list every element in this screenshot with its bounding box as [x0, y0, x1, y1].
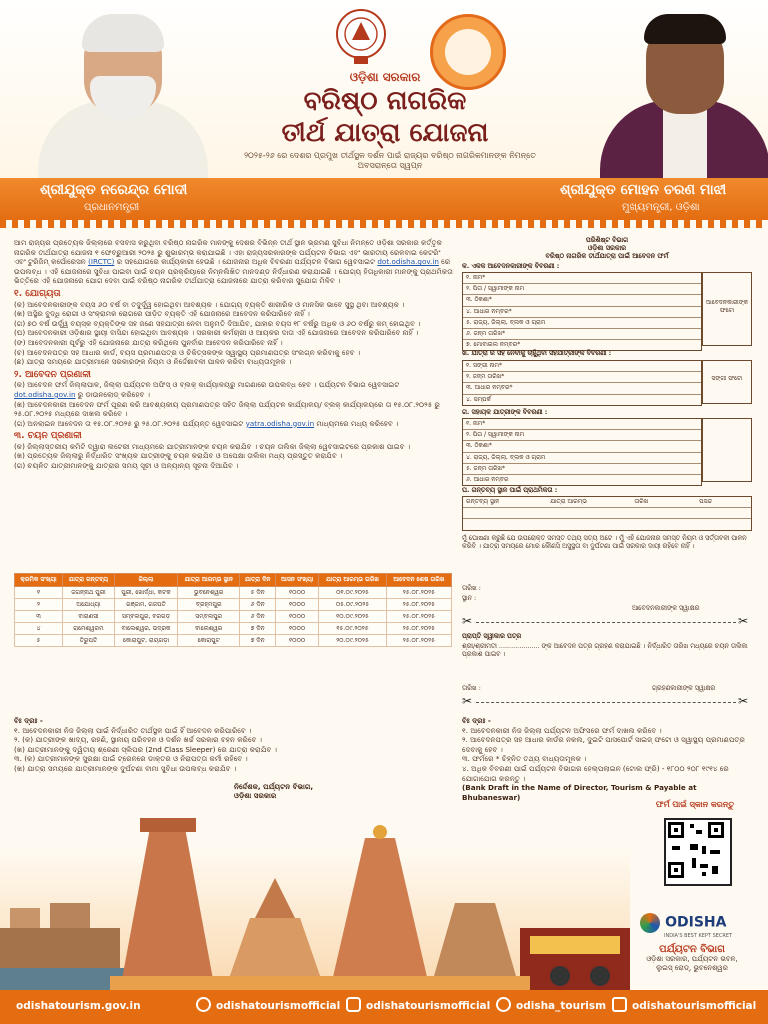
applicant-field[interactable] — [463, 295, 701, 306]
intro-para-c: ରେ ଉପଲବ୍ଧ । ଏହି ଯୋଜନାରେ ସୁବିଧା ପାଇବା ପାଇଁ ଚୟନ ପ୍ରକ୍ରିୟାରେ ନିମ୍ନଲିଖିତ ମାନଦଣ୍ଡ ନିର୍ଦ୍ଧାରଣ କରାଯାଇଛି । ଯୋଗ୍ୟ ହିତାଧିକାରୀ ମାନଙ୍କୁ ପ୍ରାଥମିକତା ଭିତ୍ତିରେ ଏହି ଯୋଜନାରେ ଯୋଗ ଦେବା ପାଇଁ ବରିଷ୍ଠ ନାଗରିକ ତୀର୍ଥଯାତ୍ରା ଯୋଜନାରେ ଯାତ୍ରା କରିବାର ସୁଯୋଗ ମିଳିବ । — [14, 257, 453, 286]
eligibility-item: (ଘ) ଆବେଦନକାରୀ ଓଡ଼ିଶାର ସ୍ଥାୟୀ ବାସିନ୍ଦା ହୋଇଥିବା ଆବଶ୍ୟକ । ସରକାରୀ କର୍ମଚାରୀ ଓ ଆୟକର ଦାତା ଏହି ଯୋଜନାରେ ଆବେଦନ କରିପାରିବେ ନାହିଁ । — [14, 328, 419, 338]
notes-block — [14, 716, 454, 801]
companion2-box — [462, 418, 702, 486]
applicant-field[interactable] — [463, 329, 701, 340]
form-note-item: ୨. ଆବେଦନପତ୍ର ସହ ଆଧାର କାର୍ଡର ନକଲ, ଦୁଇଟି ପାସପୋର୍ଟ ସାଇଜ୍ ଫଟୋ ଓ ସ୍ୱାସ୍ଥ୍ୟ ପ୍ରମାଣପତ୍ର ଦେବାକୁ ହେବ । — [462, 735, 745, 754]
youtube-link[interactable]: odishatourismofficial — [632, 1000, 757, 1012]
companion2-field[interactable] — [463, 475, 701, 485]
field-label: ୨. ପିତା / ସ୍ୱାମୀଙ୍କ ନାମ — [466, 285, 525, 293]
applicant-photo-box — [702, 272, 752, 346]
selection-item: (କ) ଜିଲ୍ଲାସ୍ତରୀୟ କମିଟି ଦ୍ୱାରା ଲଟେରୀ ମାଧ୍ୟମରେ ଯାତ୍ରୀମାନଙ୍କ ଚୟନ କରାଯିବ । ଚୟନ ତାଲିକା ଜିଲ୍ଲା ୱେବସାଇଟରେ ପ୍ରକାଶ ପାଇବ । — [14, 441, 411, 451]
table-cell: ୭ ଦିନ — [240, 635, 276, 647]
receipt-text: ଶ୍ରୀ/ଶ୍ରୀମତୀ .................... ଙ୍କ ଆବେଦନ ପତ୍ର ଗ୍ରହଣ କରାଯାଇଛି । ନିର୍ଦ୍ଧାରିତ ତାରିଖ ମଧ୍ୟରେ ଚୟନ ତାଲିକା ପ୍ରକାଶ ପାଇବ । — [462, 642, 748, 659]
companion-photo-box — [702, 360, 752, 404]
table-cell: ସମ୍ବଲପୁର — [178, 611, 240, 623]
scan-qr-label: ଫର୍ମ ପାଇଁ ସ୍କାନ କରନ୍ତୁ — [655, 800, 735, 809]
application-text-b: ମାଧ୍ୟମରେ ମଧ୍ୟ କରିହେବ । — [316, 418, 399, 428]
form-head-3: ବରିଷ୍ଠ ନାଗରିକ ତୀର୍ଥଯାତ୍ରା ପାଇଁ ଆବେଦନ ଫର୍ମ — [545, 252, 669, 260]
intro-para-b: ର ସହଯୋଗରେ କାର୍ଯ୍ୟକାରୀ ହେଉଛି । ଯୋଜନାର ଅଧିକ ବିବରଣୀ ପର୍ଯ୍ୟଟନ ବିଭାଗ ୱେବସାଇଟ — [116, 257, 376, 267]
table-cell: ୧୦୦୦ — [275, 611, 318, 623]
field-label: ୨. ଜନ୍ମ ତାରିଖ* — [466, 373, 505, 381]
application-item: (ଖ) ଆବେଦନକାରୀ ଆବେଦନ ଫର୍ମ ପୂରଣ କରି ଆବଶ୍ୟକୀୟ ପ୍ରମାଣପତ୍ର ସହିତ ଜିଲ୍ଲା ପର୍ଯ୍ୟଟନ କାର୍ଯ୍ୟାଳୟ/ ବ୍ଲକ୍ କାର୍ଯ୍ୟାଳୟରେ ତା ୧୫.୦୮.୨୦୨୫ ରୁ ୨୫.୦୮.୨୦୨୫ ମଧ୍ୟରେ ଦାଖଲ କରିବେ । — [14, 399, 440, 419]
form-notes — [462, 716, 754, 802]
table-cell: ୭ ଦିନ — [240, 623, 276, 635]
companion2-field[interactable] — [463, 419, 701, 430]
section-eligibility-title: ୧. ଯୋଗ୍ୟତା — [14, 288, 61, 299]
table-cell: ୨୫.୦୮.୨୦୨୫ — [386, 635, 451, 647]
odisha-logo-icon — [640, 913, 660, 933]
table-cell: ୪ — [15, 623, 63, 635]
table-cell: ୧୦୦୦ — [275, 599, 318, 611]
twitter-link[interactable]: odisha_tourism — [516, 1000, 607, 1012]
table-cell: ୫ ଦିନ — [240, 587, 276, 599]
table-row — [15, 623, 452, 635]
eligibility-item: (ଙ) ଆବେଦନକାରୀ ପୂର୍ବରୁ ଏହି ଯୋଜନାରେ ଯାତ୍ରା କରିଥିଲେ ପୁନର୍ବାର ଆବେଦନ କରିପାରିବେ ନାହିଁ । — [14, 337, 283, 347]
field-label: ୪. ରାଜ୍ୟ, ଜିଲ୍ଲା, ବ୍ଲକ ଓ ଗ୍ରାମ — [466, 453, 546, 461]
schedule-header: ଆସନ ସଂଖ୍ୟା — [275, 574, 318, 587]
form-head-2: ଓଡ଼ିଶା ସରକାର — [587, 244, 627, 252]
companion-field[interactable] — [463, 361, 701, 372]
declaration-text: ମୁଁ ଘୋଷଣା କରୁଛି ଯେ ଉପରୋକ୍ତ ସମସ୍ତ ତଥ୍ୟ ସତ୍ୟ ଅଟେ । ମୁଁ ଏହି ଯୋଜନାର ସମସ୍ତ ନିୟମ ଓ ସର୍ତ୍ତାବଳୀ ପାଳନ କରିବି । ଯାତ୍ରା ସମୟରେ ମୋର କୌଣସି ଅସୁସ୍ଥତା ବା ଦୁର୍ଘଟଣା ପାଇଁ ସରକାର ଦାୟୀ ରହିବେ ନାହିଁ । — [462, 534, 747, 551]
notes-signature: ନିର୍ଦ୍ଦେଶକ, ପର୍ଯ୍ୟଟନ ବିଭାଗ, ଓଡ଼ିଶା ସରକାର — [234, 781, 314, 801]
photo-label: ଆବେଦନକାରୀଙ୍କ ଫଟୋ — [705, 299, 749, 314]
table-cell: କୋରାପୁଟ — [178, 635, 240, 647]
scissors-icon: ✂ — [738, 694, 749, 708]
table-cell: ୦୧.୦୯.୨୦୨୫ — [319, 587, 386, 599]
eligibility-item: (ଗ) ୭୦ ବର୍ଷ ଉର୍ଦ୍ଧ୍ୱ ବୟସ୍କ ବ୍ୟକ୍ତିଙ୍କ ସହ ଜଣେ ସହଯାତ୍ରୀ ନେବା ଅନୁମତି ଦିଆଯିବ, ଯାହାର ବୟସ ୧୮ ବର୍ଷରୁ ଅଧିକ ଓ ୬୦ ବର୍ଷରୁ କମ୍ ହୋଇଥିବ । — [14, 318, 421, 328]
schedule-table — [14, 573, 452, 647]
companion-field[interactable] — [463, 383, 701, 394]
schedule-header: ଜିଲ୍ଲା — [114, 574, 177, 587]
table-cell: ୨୦.୦୯.୨୦୨୫ — [319, 635, 386, 647]
eligibility-item: (ଖ) ଅସ୍ଥିର ବୁଦ୍ଧି ରୋଗୀ ଓ ସଂକ୍ରାମକ ରୋଗରେ ପୀଡ଼ିତ ବ୍ୟକ୍ତି ଏହି ଯୋଜନାରେ ଆବେଦନ କରିପାରିବେ ନାହିଁ । — [14, 309, 310, 319]
companion2-field[interactable] — [463, 453, 701, 464]
field-label: ୧. ସଙ୍ଗୀ ନାମ* — [466, 362, 502, 369]
odisha-word: ODISHA — [665, 914, 727, 931]
schedule-header: ଆବେଦନ ଶେଷ ତାରିଖ — [386, 574, 451, 587]
facebook-link[interactable]: odishatourismofficial — [216, 1000, 341, 1012]
scissors-icon: ✂ — [738, 614, 749, 628]
field-label: ୧. ନାମ* — [466, 274, 486, 281]
chief-minister-portrait — [590, 0, 768, 178]
applicant-signature: ଆବେଦନକାରୀଙ୍କ ସ୍ୱାକ୍ଷର — [632, 604, 700, 612]
destination-row[interactable] — [463, 519, 751, 529]
schedule-header: ଯାତ୍ରା ଦିନ — [240, 574, 276, 587]
table-cell: ୧ — [15, 587, 63, 599]
table-cell: ସମ୍ବଲପୁର, ବରଗଡ଼ — [114, 611, 177, 623]
decorative-border — [0, 220, 768, 228]
schedule-header: ଯାତ୍ରା ଆରମ୍ଭ ତାରିଖ — [319, 574, 386, 587]
field-label: ୩. ଆଧାର ନମ୍ବର* — [466, 384, 513, 392]
schedule-header: ଯାତ୍ରା ଗନ୍ତବ୍ୟ — [63, 574, 115, 587]
dept-address: ଓଡ଼ିଶା ସରକାର, ପର୍ଯ୍ୟଟନ ଭବନ, ଲୁଇସ୍ ରୋଡ୍, ଭୁବନେଶ୍ୱର — [646, 955, 738, 972]
intro-text — [14, 238, 454, 471]
schedule-header: କ୍ରମିକ ସଂଖ୍ୟା — [15, 574, 63, 587]
note-item: ୩. (କ) ଯାତ୍ରୀମାନଙ୍କ ସୁରକ୍ଷା ପାଇଁ ଟ୍ରେନରେ ଡାକ୍ତର ଓ ନିରାପତ୍ତା କର୍ମୀ ରହିବେ । — [14, 754, 248, 764]
field-label: ୪. ସମ୍ପର୍କ — [466, 395, 491, 403]
table-cell: ଗଞ୍ଜାମ, ଗଜପତି — [114, 599, 177, 611]
section-application-title: ୨. ଆବେଦନ ପ୍ରଣାଳୀ — [14, 369, 91, 380]
application-text: (ଗ) ଅନଲାଇନ ଆବେଦନ ତା ୧୫.୦୮.୨୦୨୫ ରୁ ୨୫.୦୮.୨୦୨୫ ପର୍ଯ୍ୟନ୍ତ ୱେବସାଇଟ — [14, 418, 244, 428]
note-item: ୧. ଆବେଦନକାରୀ ନିଜ ଜିଲ୍ଲା ପାଇଁ ନିର୍ଦ୍ଧାରିତ ତୀର୍ଥସ୍ଥଳ ପାଇଁ ହିଁ ଆବେଦନ କରିପାରିବେ । — [14, 725, 252, 735]
bank-draft-line: (Bank Draft in the Name of Director, Tourism & Payable at Bhubaneswar) — [462, 783, 697, 802]
date-label: ତାରିଖ : — [462, 584, 481, 592]
applicant-field[interactable] — [463, 284, 701, 295]
form-note-item: ୪. ଅଧିକ ବିବରଣୀ ପାଇଁ ପର୍ଯ୍ୟଟନ ବିଭାଗର ହେଲ୍ପଲାଇନ (ଟୋଲ ଫ୍ରି) - ୧୮୦୦ ୨୦୮ ୧୯୧୪ ରେ ଯୋଗାଯୋଗ କରନ୍ତୁ । — [462, 763, 729, 783]
dept-name: ପର୍ଯ୍ୟଟନ ବିଭାଗ — [659, 944, 725, 955]
companion-label: ଖ. ଯାତ୍ରା ର ସହ ନେବାକୁ ଚାହୁଁଥିବା ସହଯାତ୍ରୀଙ୍କ ବିବରଣୀ : — [462, 349, 612, 357]
companion2-field[interactable] — [463, 464, 701, 475]
destination-header-row — [463, 497, 751, 508]
field-label: ୧. ନାମ* — [466, 420, 486, 427]
temples-illustration — [0, 808, 630, 990]
schedule-header-row — [15, 574, 452, 587]
table-cell: ୩ — [15, 611, 63, 623]
odisha-tagline: INDIA'S BEST KEPT SECRET — [664, 932, 733, 939]
section-selection-title: ୩. ଚୟନ ପ୍ରଣାଳୀ — [14, 431, 82, 442]
table-row — [15, 587, 452, 599]
table-cell: ୨୫.୦୮.୨୦୨୫ — [386, 599, 451, 611]
table-cell: ୬ ଦିନ — [240, 611, 276, 623]
form-notes-title: ବିଃ ଦ୍ରଃ - — [462, 716, 491, 725]
photo-label: ସଙ୍ଗୀ ଫଟୋ — [711, 375, 743, 382]
name-band — [0, 178, 768, 220]
companion-field[interactable] — [463, 395, 701, 405]
application-item — [14, 419, 454, 429]
note-item: ୨. (କ) ଯାତ୍ରୀଙ୍କ ଖାଦ୍ୟ, ରହଣି, ସ୍ଥାନୀୟ ପରିବହନ ଓ ଦର୍ଶନ ଖର୍ଚ୍ଚ ସରକାର ବହନ କରିବେ । — [14, 735, 262, 745]
dot-odisha-link-2[interactable]: dot.odisha.gov.in — [14, 389, 76, 399]
notes-title: ବିଃ ଦ୍ରଃ - — [14, 716, 43, 725]
qr-code-icon[interactable] — [664, 818, 732, 886]
table-cell: ଭୁବନେଶ୍ୱର — [178, 587, 240, 599]
govt-label: ଓଡ଼ିଶା ସରକାର — [349, 70, 421, 84]
irctc-link[interactable]: (IRCTC) — [88, 257, 115, 267]
field-label: ୭. ମୋବାଇଲ ନମ୍ବର* — [466, 341, 521, 349]
receiver-signature: ଗ୍ରହଣକାରୀଙ୍କ ସ୍ୱାକ୍ଷର — [652, 684, 716, 692]
cm-designation: ମୁଖ୍ୟମନ୍ତ୍ରୀ, ଓଡ଼ିଶା — [622, 202, 700, 213]
field-label: ୬. ଆଧାର ନମ୍ବର — [466, 475, 509, 483]
companion-box — [462, 360, 702, 406]
table-cell: ପୁରୀ, ଖୋର୍ଦ୍ଧା, କଟକ — [114, 587, 177, 599]
place-label: ସ୍ଥାନ : — [462, 594, 477, 602]
youtube-icon[interactable] — [612, 997, 627, 1012]
table-cell: ୧୦.୦୯.୨୦୨୫ — [319, 611, 386, 623]
application-item — [14, 380, 454, 399]
scissors-icon: ✂ — [462, 614, 473, 628]
twitter-x-icon[interactable] — [496, 997, 511, 1012]
dot-odisha-link[interactable]: dot.odisha.gov.in — [377, 257, 439, 267]
destination-label: ଘ. ଗନ୍ତବ୍ୟ ସ୍ଥାନ ପାଇଁ ପ୍ରାଥମିକତା : — [462, 486, 558, 494]
note-item: (ଖ) ଯାତ୍ରା ସମୟରେ ଯାତ୍ରୀମାନଙ୍କ ଦୁର୍ଘଟଣା ବୀମା ସୁବିଧା ଉପଲବ୍ଧ କରାଯିବ । — [14, 763, 237, 773]
applicant-box — [462, 272, 702, 351]
table-cell: ରାମେଶ୍ୱରମ — [63, 623, 115, 635]
destination-col: ତାରିଖ — [634, 498, 649, 505]
facebook-icon[interactable] — [196, 997, 211, 1012]
destination-col: ଗନ୍ତବ୍ୟ ସ୍ଥାନ — [466, 498, 500, 505]
website-link[interactable]: odishatourism.gov.in — [16, 1000, 141, 1012]
field-label: ୫. ଜନ୍ମ ତାରିଖ* — [466, 464, 506, 472]
table-cell: ୨୫.୦୮.୨୦୨୫ — [386, 623, 451, 635]
table-cell: ୦୫.୦୯.୨୦୨୫ — [319, 599, 386, 611]
table-cell: ବାଲେଶ୍ୱର — [178, 623, 240, 635]
table-cell: ୧୦୦୦ — [275, 587, 318, 599]
applicant-field[interactable] — [463, 273, 701, 284]
companion2-field[interactable] — [463, 430, 701, 441]
tourism-department — [622, 944, 762, 973]
pm-name: ଶ୍ରୀଯୁକ୍ତ ନରେନ୍ଦ୍ର ମୋଦୀ — [40, 182, 188, 198]
cut-line — [476, 702, 736, 703]
companion2-label: ଗ. ସହାୟକ ଯାତ୍ରୀଙ୍କ ବିବରଣୀ : — [462, 408, 548, 416]
applicant-field[interactable] — [463, 318, 701, 329]
instagram-icon[interactable] — [346, 997, 361, 1012]
receipt-title: ପ୍ରାପ୍ତି ସ୍ୱୀକାର ପତ୍ର — [462, 632, 522, 640]
eligibility-item: (ଛ) ଯାତ୍ରା ସମୟରେ ଯାତ୍ରୀମାନେ ସରକାରଙ୍କ ନିୟମ ଓ ନିର୍ଦ୍ଦେଶାବଳୀ ପାଳନ କରିବା ବାଧ୍ୟତାମୂଳକ । — [14, 357, 292, 367]
schedule-header: ଯାତ୍ରା ଆରମ୍ଭ ସ୍ଥାନ — [178, 574, 240, 587]
eligibility-item: (ଚ) ଆବେଦନପତ୍ର ସହ ଆଧାର କାର୍ଡ, ବୟସ ପ୍ରମାଣପତ୍ର ଓ ଚିକିତ୍ସକଙ୍କ ସ୍ୱାସ୍ଥ୍ୟ ପ୍ରମାଣପତ୍ର ସଂଲଗ୍ନ କରିବାକୁ ହେବ । — [14, 347, 361, 357]
form-note-item: ୩. ଫର୍ମରେ * ଚିହ୍ନିତ ତଥ୍ୟ ବାଧ୍ୟତାମୂଳକ । — [462, 754, 587, 764]
table-cell: ଅଯୋଧ୍ୟା — [63, 599, 115, 611]
field-label: ୩. ଠିକଣା* — [466, 442, 492, 450]
form-head-1: ପରିଶିଷ୍ଟ ବିଭାଗ — [585, 236, 629, 244]
table-cell: ୨ — [15, 599, 63, 611]
odisha-tourism-logo — [640, 912, 750, 939]
table-cell: ଜଗନ୍ନାଥ ପୁରୀ — [63, 587, 115, 599]
table-cell: ୨୫.୦୮.୨୦୨୫ — [386, 611, 451, 623]
receipt-date-label: ତାରିଖ : — [462, 684, 481, 692]
cut-line — [476, 622, 736, 623]
selection-item: (ଖ) ପ୍ରତ୍ୟେକ ଜିଲ୍ଲାରୁ ନିର୍ଦ୍ଧାରିତ ସଂଖ୍ୟକ ଯାତ୍ରୀଙ୍କୁ ଚୟନ କରାଯିବ ଓ ଅପେକ୍ଷା ତାଲିକା ମଧ୍ୟ ପ୍ରସ୍ତୁତ କରାଯିବ । — [14, 451, 343, 461]
table-cell: ବାଲେଶ୍ୱର, ଭଦ୍ରକ — [114, 623, 177, 635]
table-cell: ବ୍ରହ୍ମପୁର — [178, 599, 240, 611]
table-cell: ୧୦୦୦ — [275, 623, 318, 635]
form-note-item: ୧. ଆବେଦନକାରୀ ନିଜ ଜିଲ୍ଲା ପର୍ଯ୍ୟଟନ ଅଫିସରେ ଫର୍ମ ଦାଖଲ କରିବେ । — [462, 725, 662, 735]
companion-field[interactable] — [463, 372, 701, 383]
pm-designation: ପ୍ରଧାନମନ୍ତ୍ରୀ — [84, 202, 140, 213]
destination-row[interactable] — [463, 508, 751, 519]
application-text: (କ) ଆବେଦନ ଫର୍ମ ଜିଲ୍ଲାପାଳ, ଜିଲ୍ଲା ପର୍ଯ୍ୟଟନ ଅଫିସ୍ ଓ ବ୍ଲକ୍ କାର୍ଯ୍ୟାଳୟରୁ ମାଗଣାରେ ଉପଲବ୍ଧ ହେବ । ପର୍ଯ୍ୟଟନ ବିଭାଗ ୱେବସାଇଟ — [14, 380, 400, 390]
table-cell: ୧୦୦୦ — [275, 635, 318, 647]
note-item: (ଖ) ଯାତ୍ରୀମାନଙ୍କୁ ଦ୍ୱିତୀୟ ଶ୍ରେଣୀ ସ୍ଲିପର (2nd Class Sleeper) ରେ ଯାତ୍ରା କରାଯିବ । — [14, 744, 277, 754]
intro-para: ଆମ ରାଜ୍ୟର ପ୍ରତ୍ୟେକ ଜିଲ୍ଲାରେ ବସବାସ କରୁଥିବା ବରିଷ୍ଠ ନାଗରିକ ମାନଙ୍କୁ ଦେଶର ବିଭିନ୍ନ ତୀର୍ଥ ସ୍ଥାନ ଭ୍ରମଣ ସୁବିଧା ନିମନ୍ତେ ଓଡ଼ିଶା ସରକାର କର୍ତ୍ତୃକ ନାଗରିକ ତୀର୍ଥଯାତ୍ରା ଯୋଜନା ୧ ଫେବ୍ରୁଆରୀ ୨୦୨୫ ରୁ ଶୁଭାରମ୍ଭ କରାଯାଇଛି । ଏହା ରାଜ୍ୟସରକାରଙ୍କ ପର୍ଯ୍ୟଟନ ବିଭାଗ ଏବଂ ଭାରତୀୟ ରେଳବାଇ କେଟରିଂ ଏବଂ ଟୁରିଜିମ୍ କର୍ପୋରେସନ — [14, 238, 442, 267]
applicant-label: କ. ଏକକ ଆବେଦନକାରୀଙ୍କ ବିବରଣୀ : — [462, 262, 560, 270]
selection-item: (ଗ) ଚୟନିତ ଯାତ୍ରୀମାନଙ୍କୁ ଯାତ୍ରାର ସମୟ ସୂଚୀ ଓ ଅନ୍ୟାନ୍ୟ ସୂଚନା ଦିଆଯିବ । — [14, 461, 239, 471]
table-cell: ୬ ଦିନ — [240, 599, 276, 611]
instagram-link[interactable]: odishatourismofficial — [366, 1000, 491, 1012]
scissors-icon: ✂ — [462, 694, 473, 708]
table-cell: ୨୫.୦୮.୨୦୨୫ — [386, 587, 451, 599]
eligibility-item: (କ) ଆବେଦନକାରୀଙ୍କ ବୟସ ୬୦ ବର୍ଷ ବା ତଦୁର୍ଦ୍ଧ୍ୱ ହୋଇଥିବା ଆବଶ୍ୟକ । ଯୋଗ୍ୟ ବ୍ୟକ୍ତି ଶାରୀରିକ ଓ ମାନସିକ ଭାବେ ସୁସ୍ଥ ଥିବା ଆବଶ୍ୟକ । — [14, 299, 405, 309]
field-label: ୩. ଠିକଣା* — [466, 296, 492, 304]
destination-col: ପସନ୍ଦ — [699, 498, 713, 505]
field-label: ୫. ରାଜ୍ୟ, ଜିଲ୍ଲା, ବ୍ଲକ ଓ ଗ୍ରାମ — [466, 318, 546, 326]
prime-minister-portrait — [28, 0, 218, 178]
yatra-odisha-link[interactable]: yatra.odisha.gov.in — [245, 418, 315, 428]
state-emblem-icon — [334, 6, 388, 68]
field-label: ୪. ଆଧାର ନମ୍ବର* — [466, 307, 512, 315]
table-row — [15, 599, 452, 611]
table-cell: ବାରାଣସୀ — [63, 611, 115, 623]
scheme-tagline: ୨୦୨୫-୨୬ ରେ ଦେଶର ପ୍ରମୁଖ ତୀର୍ଥସ୍ଥଳ ଦର୍ଶନ ପାଇଁ ରାଜ୍ୟର ବରିଷ୍ଠ ନାଗରିକମାନଙ୍କ ନିମନ୍ତେ ଅବସରାନ୍ତୋ ସ୍ୱପ୍ନ — [244, 151, 536, 170]
destination-table — [462, 496, 752, 531]
destination-col: ଯାତ୍ରା ଆରମ୍ଭ — [550, 498, 587, 505]
field-label: ୨. ପିତା / ସ୍ୱାମୀଙ୍କ ନାମ — [466, 431, 525, 439]
applicant-field[interactable] — [463, 307, 701, 318]
field-label: ୬. ଜନ୍ମ ତାରିଖ* — [466, 329, 506, 337]
table-cell: ୧୫.୦୯.୨୦୨୫ — [319, 623, 386, 635]
table-cell: ତିରୁପତି — [63, 635, 115, 647]
cm-name: ଶ୍ରୀଯୁକ୍ତ ମୋହନ ଚରଣ ମାଝୀ — [560, 182, 727, 198]
table-row — [15, 635, 452, 647]
scheme-title-line2: ତୀର୍ଥ ଯାତ୍ରା ଯୋଜନା — [281, 118, 489, 148]
scheme-title-line1: ବରିଷ୍ଠ ନାଗରିକ — [303, 86, 467, 116]
companion2-field[interactable] — [463, 441, 701, 452]
table-cell: ୫ — [15, 635, 63, 647]
table-cell: କୋରାପୁଟ, ରାୟଗଡ଼ା — [114, 635, 177, 647]
table-row — [15, 611, 452, 623]
application-text-b: ରୁ ଡାଉନଲୋଡ୍ କରିହେବ । — [77, 389, 151, 399]
companion2-photo-box — [702, 418, 752, 482]
